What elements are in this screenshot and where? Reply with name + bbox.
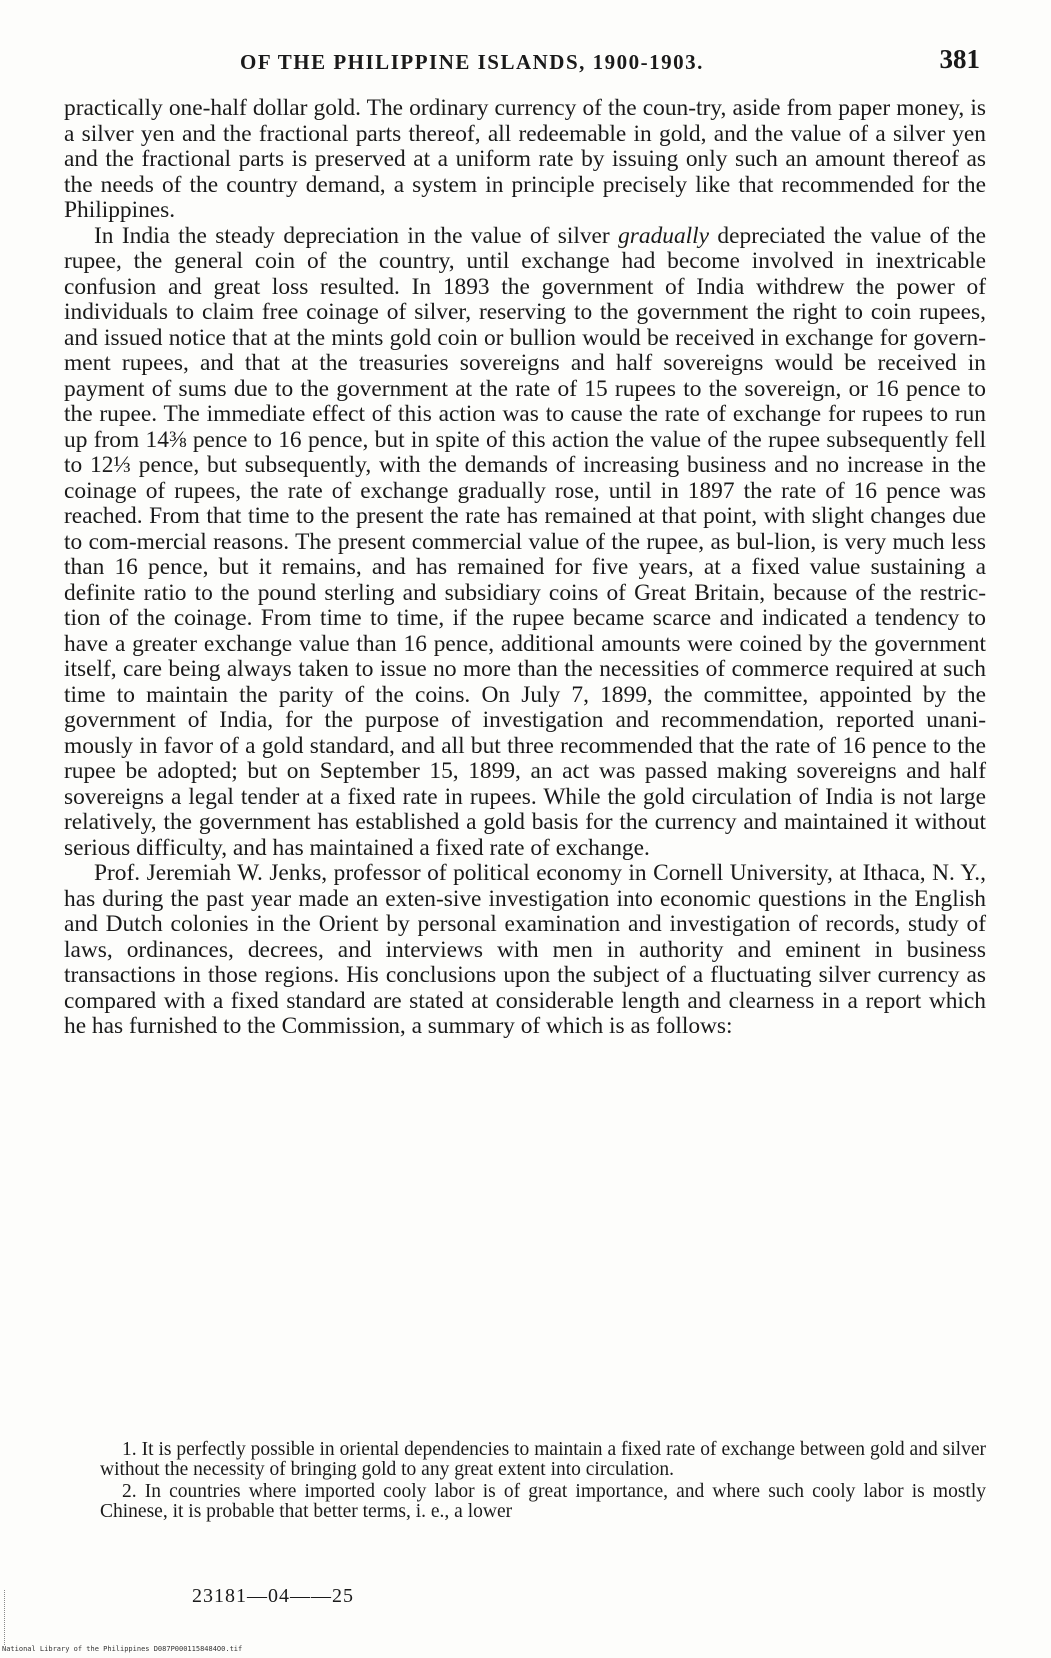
paragraph-3-text: Prof. Jeremiah W. Jenks, professor of political economy in Cornell University, at Ithaca, N. Y., has during the past year made an exten-sive investigation into economic questions in the English and Dutch colonies in the Orient by personal examination and investigation of records, study of laws, ordinances, decrees, and interviews with men in authority and eminent in business transactions in those regions. His conclusions upon the subject of a fluctuating silver currency as compared with a fixed standard are stated at considerable length and clearness in a report which he has furnished to the Commission, a summary of which is as follows: (64, 860, 986, 1039)
running-title: OF THE PHILIPPINE ISLANDS, 1900-1903. (240, 50, 704, 74)
paragraph-2-text-start: In India the steady depreciation in the value of silver (94, 222, 619, 249)
body-text (64, 96, 986, 1040)
library-credit: National Library of the Philippines D087P0001158484O0.tif (2, 1645, 243, 1653)
paragraph-2-text-rest: depreciated the value of the rupee, the general coin of the country, until exchange had become involved in inextricable confusion and great loss resulted. In 1893 the government of India withdrew the power of individuals to claim free coinage of silver, reserving to the government the right to coin rupees, and issued notice that at the mints gold coin or bullion would be received in exchange for govern-ment rupees, and that at the treasuries sovereigns and half sovereigns would be received in payment of sums due to the government at the rate of 15 rupees to the sovereign, or 16 pence to the rupee. The immediate effect of this action was to cause the rate of exchange for rupees to run up from 14⅜ pence to 16 pence, but in spite of this action the value of the rupee subsequently fell to 12⅓ pence, but subsequently, with the demands of increasing business and no increase in the coinage of rupees, the rate of exchange gradually rose, until in 1897 the rate of 16 pence was reached. From that time to the present the rate has remained at that point, with slight changes due to com-mercial reasons. The present commercial value of the rupee, as bul-lion, is very much less than 16 pence, but it remains, and has remained for five years, at a fixed value sustaining a definite ratio to the pound sterling and subsidiary coins of Great Britain, because of the restric-tion of the coinage. From time to time, if the rupee became scarce and indicated a tendency to have a greater exchange value than 16 pence, additional amounts were coined by the government itself, care being always taken to issue no more than the necessities of commerce required at such time to maintain the parity of the coins. On July 7, 1899, the committee, appointed by the government of India, for the purpose of investigation and recommendation, reported unani-mously in favor of a gold standard, and all but three recommended that the rate of 16 pence to the rupee be adopted; but on September 15, 1899, an act was passed making sovereigns and half sovereigns a legal tender at a fixed rate in rupees. While the gold circulation of India is not large relatively, the government has established a gold basis for the currency and maintained it without serious difficulty, and has maintained a fixed rate of exchange. (64, 222, 987, 861)
summary-item-1: 1. It is perfectly possible in oriental dependencies to maintain a fixed rate of exchange between gold and silver without the necessity of bringing gold to any great extent into circulation. (100, 1439, 986, 1480)
paragraph-1 (64, 96, 986, 224)
paragraph-2 (64, 224, 986, 862)
summary-item-2: 2. In countries where imported cooly labor is of great importance, and where such cooly labor is mostly Chinese, it is probable that better terms, i. e., a lower (100, 1481, 986, 1522)
page-number: 381 (939, 44, 980, 74)
paragraph-3 (64, 861, 986, 1040)
summary-list (100, 1440, 986, 1524)
paragraph-1-text: practically one-half dollar gold. The ordinary currency of the coun-try, aside from paper money, is a silver yen and the fractional parts thereof, all redeemable in gold, and the value of a silver yen and the fractional parts is preserved at a uniform rate by issuing only such an amount thereof as the needs of the country demand, a system in principle precisely like that recommended for the Philippines. (64, 95, 986, 223)
scan-edge-mark (4, 1590, 7, 1645)
running-head (60, 44, 980, 84)
paragraph-2-emphasis: gradually (618, 222, 710, 249)
printer-signature-mark: 23181—04——25 (192, 1585, 354, 1607)
